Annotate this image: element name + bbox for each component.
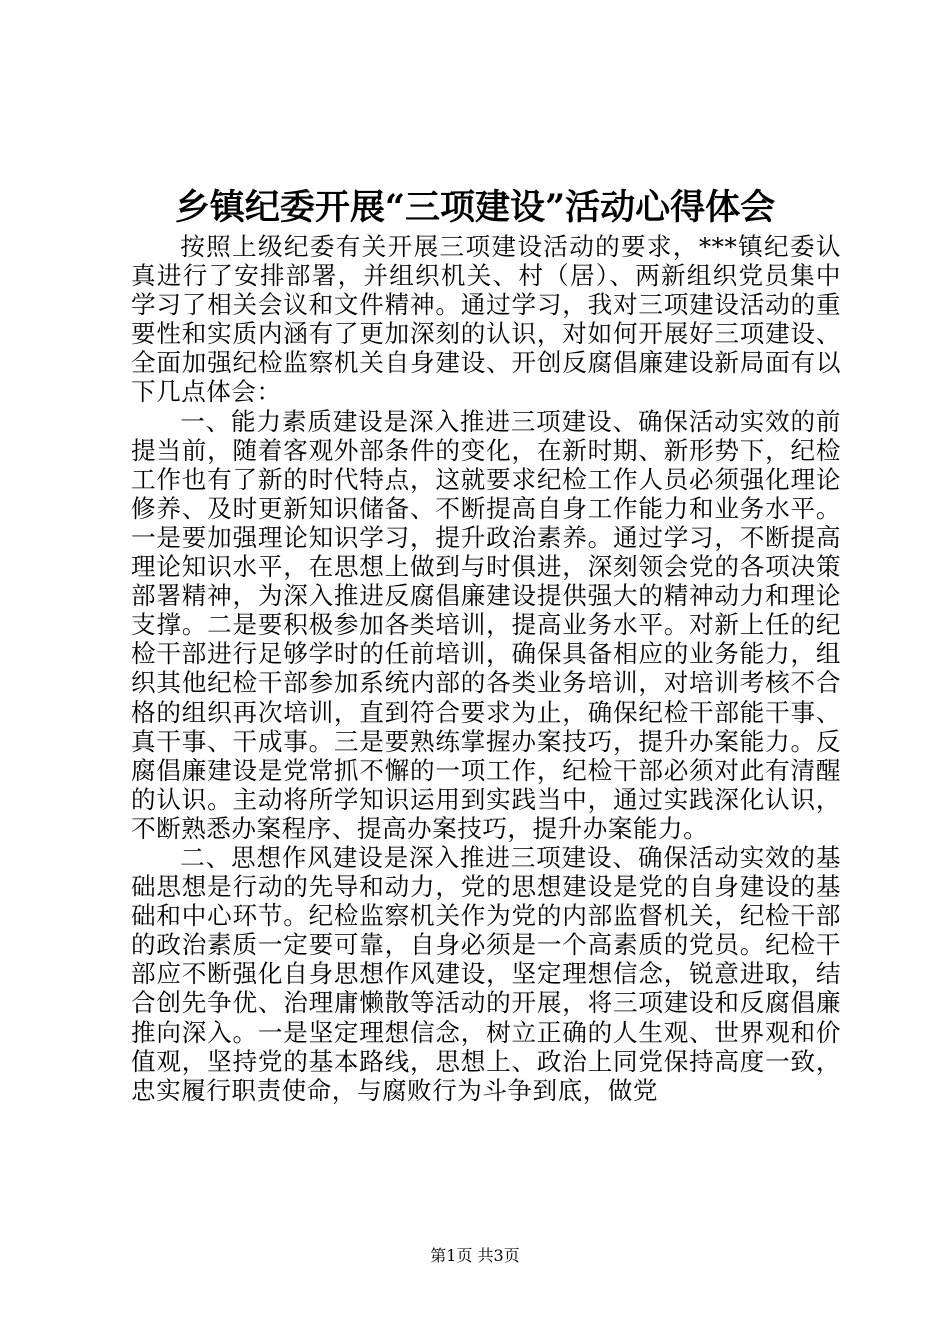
- paragraph-intro: 按照上级纪委有关开展三项建设活动的要求，***镇纪委认真进行了安排部署，并组织机关、村（居）、两新组织党员集中学习了相关会议和文件精神。通过学习，我对三项建设活动的重要性和实质内涵有了更加深刻的认识，对如何开展好三项建设、全面加强纪检监察机关自身建设、开创反腐倡廉建设新局面有以下几点体会：: [131, 232, 841, 407]
- page-number-footer: 第1页 共3页: [430, 1246, 520, 1265]
- paragraph-ideology: 二、思想作风建设是深入推进三项建设、确保活动实效的基础思想是行动的先导和动力，党的思想建设是党的自身建设的基础和中心环节。纪检监察机关作为党的内部监督机关，纪检干部的政治素质一定要可靠，自身必须是一个高素质的党员。纪检干部应不断强化自身思想作风建设，坚定理想信念，锐意进取，结合创先争优、治理庸懒散等活动的开展，将三项建设和反腐倡廉推向深入。一是坚定理想信念，树立正确的人生观、世界观和价值观，坚持党的基本路线，思想上、政治上同党保持高度一致，忠实履行职责使命，与腐败行为斗争到底，做党: [131, 842, 841, 1105]
- document-title: 乡镇纪委开展“三项建设”活动心得体会: [174, 187, 776, 228]
- paragraph-ability: 一、能力素质建设是深入推进三项建设、确保活动实效的前提当前，随着客观外部条件的变化，在新时期、新形势下，纪检工作也有了新的时代特点，这就要求纪检工作人员必须强化理论修养、及时更新知识储备、不断提高自身工作能力和业务水平。一是要加强理论知识学习，提升政治素养。通过学习，不断提高理论知识水平，在思想上做到与时俱进，深刻领会党的各项决策部署精神，为深入推进反腐倡廉建设提供强大的精神动力和理论支撑。二是要积极参加各类培训，提高业务水平。对新上任的纪检干部进行足够学时的任前培训，确保具备相应的业务能力，组织其他纪检干部参加系统内部的各类业务培训，对培训考核不合格的组织再次培训，直到符合要求为止，确保纪检干部能干事、真干事、干成事。三是要熟练掌握办案技巧，提升办案能力。反腐倡廉建设是党常抓不懈的一项工作，纪检干部必须对此有清醒的认识。主动将所学知识运用到实践当中，通过实践深化认识，不断熟悉办案程序、提高办案技巧，提升办案能力。: [131, 406, 841, 843]
- document-body: [131, 232, 841, 1105]
